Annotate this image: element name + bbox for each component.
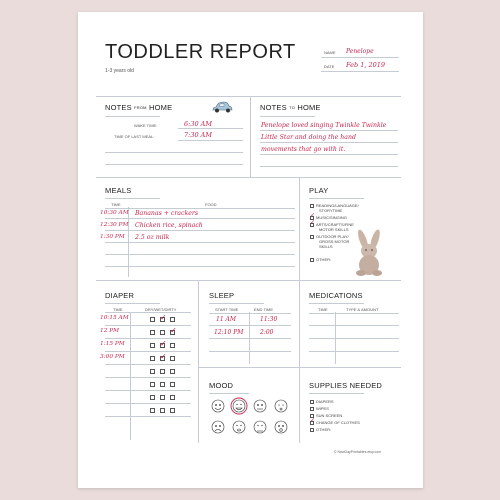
diaper-wet-checkbox[interactable]	[160, 382, 165, 387]
diaper-dirty-checkbox[interactable]	[170, 356, 175, 361]
mood-faces[interactable]	[208, 396, 294, 438]
last-meal-value[interactable]: 7:30 AM	[184, 131, 213, 139]
diaper-wet-checkbox[interactable]	[160, 330, 165, 335]
diaper-dirty-checkbox[interactable]	[170, 408, 175, 413]
play-item-other[interactable]: OTHER:	[310, 257, 331, 262]
mood-face-crying-icon	[233, 421, 245, 433]
checkbox-checked[interactable]: ✓	[310, 212, 316, 219]
check-mark-icon: ✓	[160, 352, 167, 361]
medications-col-type: TYPE & AMOUNT	[346, 307, 379, 312]
diaper-wet-checkbox[interactable]	[160, 369, 165, 374]
diaper-dry-checkbox[interactable]	[150, 408, 155, 413]
diaper-dirty-checkbox[interactable]	[170, 382, 175, 387]
diaper-dirty-checkbox[interactable]	[170, 326, 177, 335]
checkbox[interactable]	[310, 428, 314, 432]
sleep-end-1[interactable]: 11:30	[260, 316, 278, 323]
diaper-dry-checkbox[interactable]	[150, 317, 155, 322]
supply-item[interactable]	[310, 406, 329, 411]
meal-food-1[interactable]: Bananas + crackers	[135, 210, 198, 217]
sleep-start-2[interactable]: 12:10 PM	[214, 329, 244, 336]
supply-label: WIPES	[316, 406, 329, 411]
sleep-start-1[interactable]: 11 AM	[216, 316, 237, 323]
diaper-dry-checkbox[interactable]	[150, 369, 155, 374]
diaper-dirty-checkbox[interactable]	[170, 395, 175, 400]
meals-col-time: TIME	[111, 202, 121, 207]
diaper-time[interactable]: 1:15 PM	[100, 341, 125, 347]
date-label: DATE	[324, 64, 335, 69]
notes-from-home-title: NOTES FROM HOME	[105, 103, 173, 112]
mood-title: MOOD	[209, 381, 234, 390]
diaper-dry-checkbox[interactable]	[150, 330, 155, 335]
diaper-dirty-checkbox[interactable]	[170, 317, 175, 322]
diaper-wet-checkbox[interactable]	[160, 408, 165, 413]
diaper-wet-checkbox[interactable]	[160, 395, 165, 400]
play-item-music[interactable]: ✓ MUSIC/SINGING	[310, 212, 347, 220]
diaper-col-time: TIME	[113, 307, 123, 312]
meal-time-3[interactable]: 1:30 PM	[100, 234, 125, 240]
note-line-2[interactable]: Little Star and doing the hand	[261, 134, 356, 141]
mood-face-laughing-icon	[233, 400, 245, 412]
supply-label: DIAPERS	[316, 399, 334, 404]
wake-time-label: WAKE TIME:	[134, 123, 158, 128]
supply-item[interactable]	[310, 399, 334, 404]
diaper-time[interactable]: 12 PM	[100, 328, 120, 334]
diaper-dry-checkbox[interactable]	[150, 382, 155, 387]
diaper-dry-checkbox[interactable]	[150, 395, 155, 400]
name-value[interactable]: Penelope	[346, 48, 374, 55]
diaper-dirty-checkbox[interactable]	[170, 369, 175, 374]
checkbox[interactable]	[310, 400, 314, 404]
mood-face-neutral-icon	[254, 400, 266, 412]
play-item-arts[interactable]: ✓ ARTS/CRAFTS/FINE MOTOR SKILLS	[310, 219, 354, 232]
diaper-wet-checkbox[interactable]	[160, 352, 167, 361]
page-subtitle: 1-3 years old	[105, 68, 134, 74]
mood-face-angry-icon	[254, 421, 266, 433]
play-item-reading[interactable]: READING/LANGUAGE/ STORYTIME	[310, 203, 359, 213]
diaper-time[interactable]: 3:00 PM	[100, 354, 125, 360]
sleep-col-end: END TIME	[254, 307, 274, 312]
supply-item[interactable]	[310, 417, 360, 425]
note-line-1[interactable]: Penelope loved singing Twinkle Twinkle	[261, 122, 387, 129]
toy-car-icon	[211, 101, 233, 114]
checkbox-checked[interactable]: ✓	[310, 219, 316, 226]
supply-label: SUN SCREEN	[316, 413, 343, 418]
diaper-dirty-checkbox[interactable]	[170, 343, 175, 348]
mood-face-happy-icon	[212, 400, 224, 412]
mood-face-surprised-icon	[275, 421, 287, 433]
diaper-time[interactable]: 10:15 AM	[100, 315, 129, 321]
check-mark-icon: ✓	[170, 326, 177, 335]
meal-food-2[interactable]: Chicken rice, spinach	[135, 222, 203, 229]
wake-time-value[interactable]: 6:30 AM	[184, 120, 213, 128]
diaper-wet-checkbox[interactable]	[160, 313, 167, 322]
check-mark-icon: ✓	[160, 339, 167, 348]
check-mark-icon: ✓	[160, 313, 167, 322]
diaper-col-type: DRY/WET/DIRTY	[145, 307, 177, 312]
meals-col-food: FOOD	[205, 202, 217, 207]
date-value[interactable]: Feb 1, 2019	[346, 61, 386, 69]
report-sheet	[78, 12, 423, 488]
medications-title: MEDICATIONS	[309, 291, 363, 300]
supply-item[interactable]	[310, 427, 331, 432]
diaper-dry-checkbox[interactable]	[150, 343, 155, 348]
sleep-col-start: START TIME	[215, 307, 239, 312]
checkbox[interactable]	[310, 407, 314, 411]
notes-to-home-title: NOTES TO HOME	[260, 103, 321, 112]
note-line-3[interactable]: movements that go with it.	[261, 146, 346, 153]
mood-selected-marker	[231, 398, 247, 414]
diaper-dry-checkbox[interactable]	[150, 356, 155, 361]
diaper-wet-checkbox[interactable]	[160, 339, 167, 348]
last-meal-label: TIME OF LAST MEAL:	[114, 134, 155, 139]
play-title: PLAY	[309, 186, 329, 195]
checkbox[interactable]	[310, 204, 314, 208]
checkbox-checked[interactable]: ✓	[310, 417, 316, 424]
mood-face-sad-icon	[212, 421, 224, 433]
bunny-plush-icon	[352, 227, 388, 277]
checkbox[interactable]	[310, 414, 314, 418]
sleep-end-2[interactable]: 2:00	[260, 329, 274, 336]
mood-face-sleepy-icon	[275, 400, 287, 412]
medications-col-time: TIME	[318, 307, 328, 312]
sleep-title: SLEEP	[209, 291, 235, 300]
meal-time-2[interactable]: 12:30 PM	[100, 222, 129, 228]
supply-label: OTHER:	[316, 427, 332, 432]
checkbox[interactable]	[310, 258, 314, 262]
supplies-title: SUPPLIES NEEDED	[309, 381, 383, 390]
page-title: TODDLER REPORT	[105, 41, 296, 63]
meal-time-1[interactable]: 10:30 AM	[100, 210, 129, 216]
supply-label: CHANGE OF CLOTHES	[316, 420, 360, 425]
checkbox[interactable]	[310, 235, 314, 239]
meal-food-3[interactable]: 2.5 oz milk	[135, 234, 170, 241]
meals-title: MEALS	[105, 186, 132, 195]
play-item-outdoor[interactable]: OUTDOOR PLAY/ GROSS MOTOR SKILLS	[310, 234, 372, 249]
footer-credit: © NewDayPrintables.etsy.com	[334, 450, 382, 454]
name-label: NAME	[324, 50, 336, 55]
diaper-title: DIAPER	[105, 291, 135, 300]
